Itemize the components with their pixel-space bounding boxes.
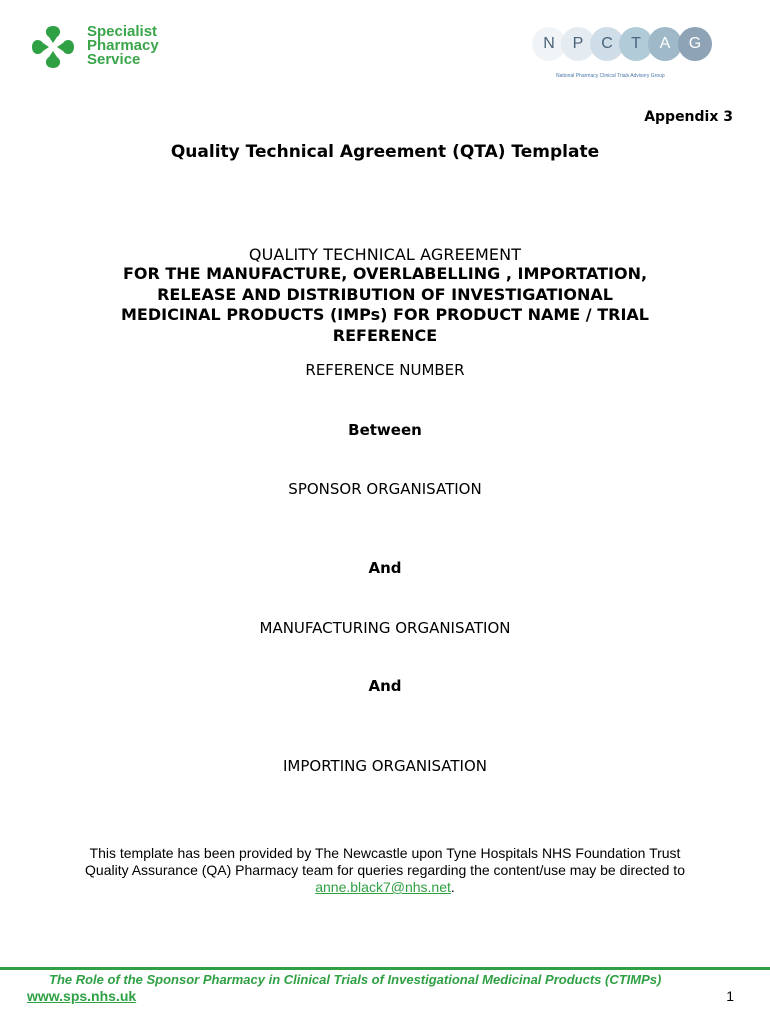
subheading-line: RELEASE AND DISTRIBUTION OF INVESTIGATIONAL <box>157 284 613 304</box>
sps-wordmark-line: Specialist <box>87 23 158 40</box>
contact-email-link[interactable]: anne.black7@nhs.net <box>315 879 451 895</box>
note-line <box>0 879 770 896</box>
importing-organisation: IMPORTING ORGANISATION <box>282 757 488 775</box>
npctag-letter: N <box>532 27 566 61</box>
between-label: Between <box>348 421 422 439</box>
footer-divider <box>0 967 770 970</box>
sps-wordmark-line: Pharmacy <box>87 37 159 54</box>
page-title: Quality Technical Agreement (QTA) Template <box>170 142 600 162</box>
footer-title: The Role of the Sponsor Pharmacy in Clinical Trials of Investigational Medicinal Products (CTIMPs) <box>49 972 662 987</box>
npctag-letter: T <box>619 27 653 61</box>
npctag-caption: National Pharmacy Clinical Trials Advisory Group <box>556 73 665 79</box>
page-number: 1 <box>726 988 734 1004</box>
subheading-line: FOR THE MANUFACTURE, OVERLABELLING , IMPORTATION, <box>122 264 648 283</box>
note-line: This template has been provided by The Newcastle upon Tyne Hospitals NHS Foundation Trust <box>89 845 681 861</box>
sps-wordmark-line: Service <box>87 51 141 68</box>
appendix-label: Appendix 3 <box>644 109 733 125</box>
reference-number: REFERENCE NUMBER <box>305 361 465 379</box>
sponsor-organisation: SPONSOR ORGANISATION <box>288 480 482 498</box>
sps-clover-icon <box>30 24 76 70</box>
npctag-logo <box>532 27 718 87</box>
template-provider-note <box>0 845 770 896</box>
npctag-circles <box>532 27 718 65</box>
npctag-letter: A <box>648 27 682 61</box>
and-label: And <box>368 559 402 577</box>
agreement-heading: QUALITY TECHNICAL AGREEMENT <box>248 245 522 264</box>
subheading-line: REFERENCE <box>332 325 438 345</box>
sps-wordmark <box>87 25 159 67</box>
npctag-letter: C <box>590 27 624 61</box>
subheading-line: MEDICINAL PRODUCTS (IMPs) FOR PRODUCT NAME / TRIAL <box>121 305 649 324</box>
note-line: Quality Assurance (QA) Pharmacy team for queries regarding the content/use may be directed to <box>85 862 685 878</box>
npctag-letter: P <box>561 27 595 61</box>
note-end: . <box>450 879 455 895</box>
npctag-letter: G <box>678 27 712 61</box>
footer-website-link[interactable]: www.sps.nhs.uk <box>27 988 137 1004</box>
manufacturing-organisation: MANUFACTURING ORGANISATION <box>259 619 511 637</box>
and-label: And <box>368 677 402 695</box>
agreement-subheading <box>70 264 700 346</box>
